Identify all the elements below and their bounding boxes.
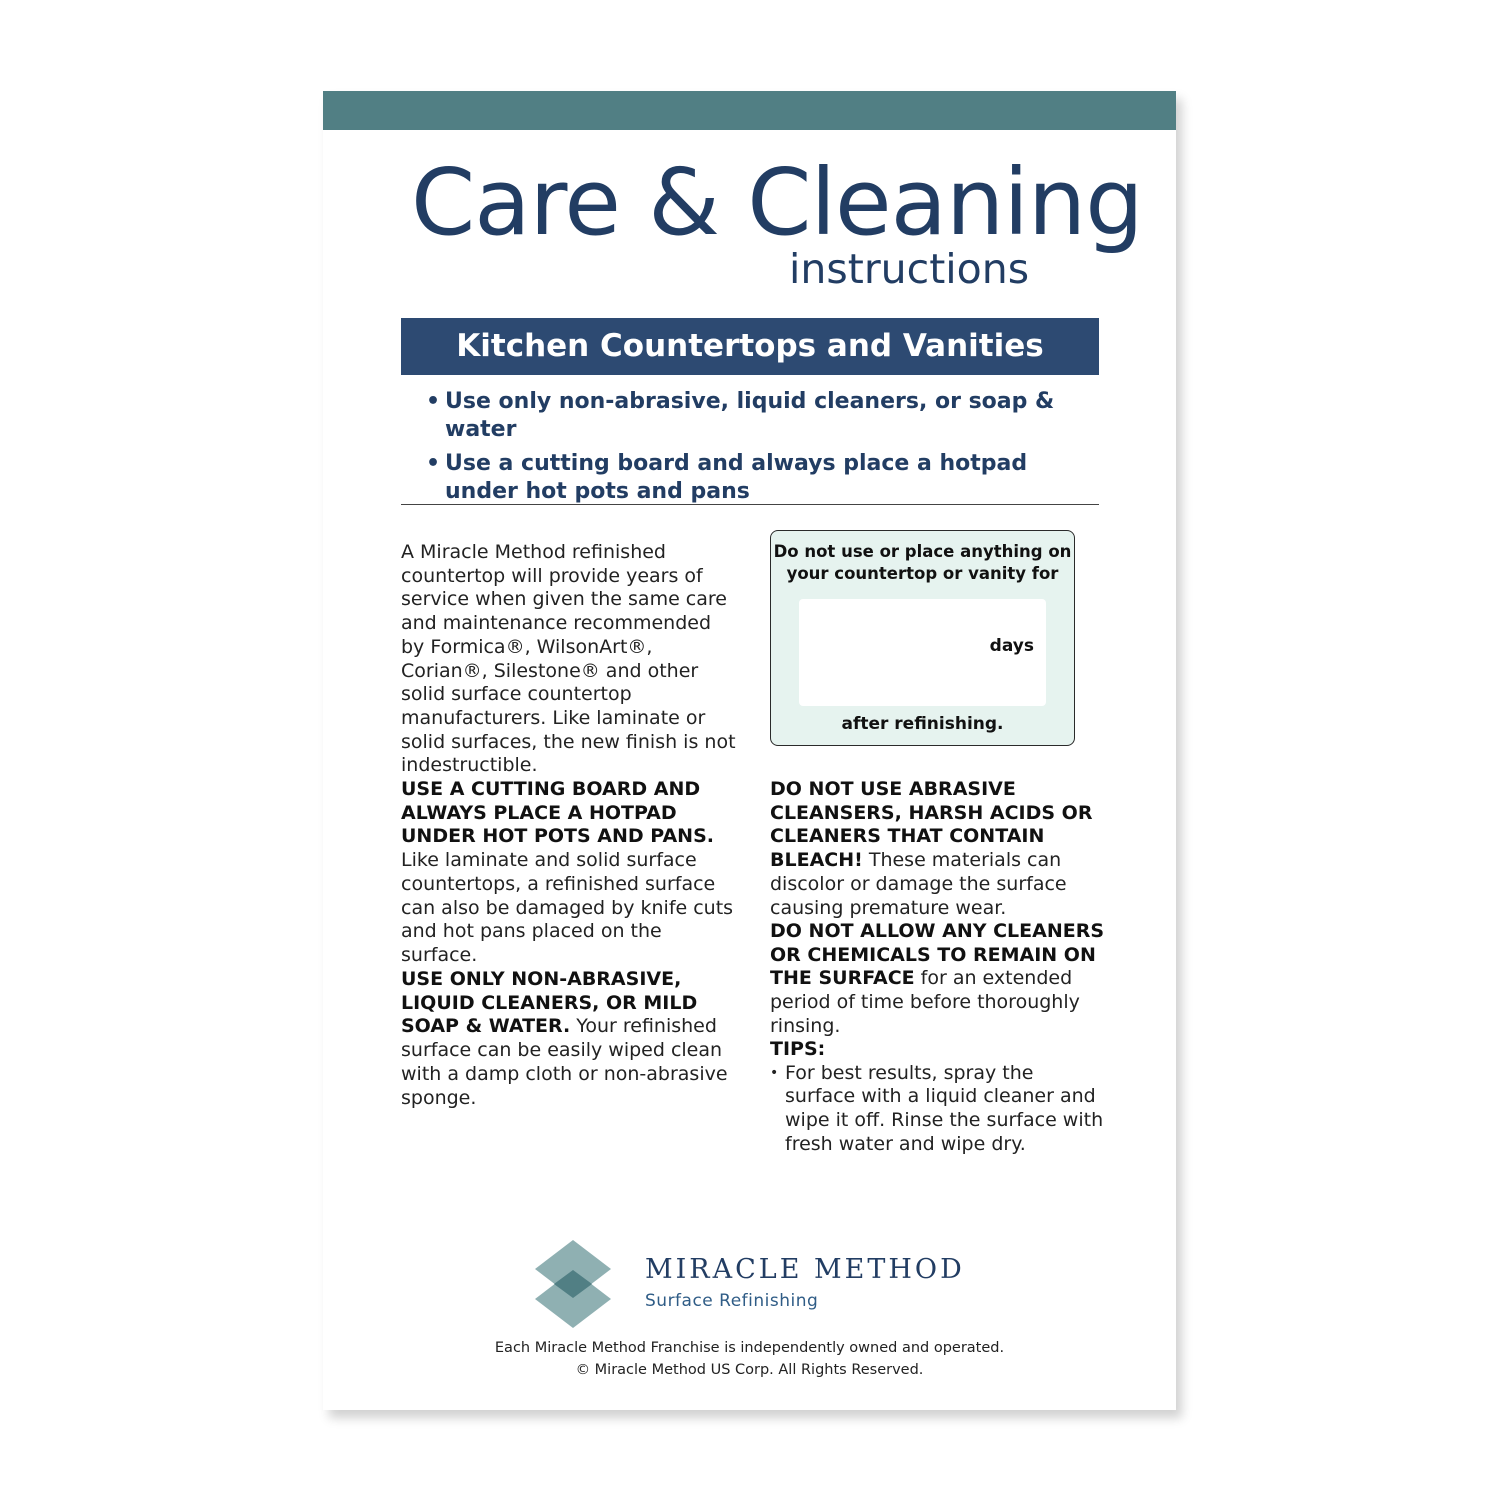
logo-name: MIRACLE METHOD — [645, 1254, 965, 1285]
section-divider — [401, 504, 1099, 505]
abrasive-paragraph — [770, 778, 1105, 920]
logo-tagline: Surface Refinishing — [645, 1291, 819, 1311]
key-points-list — [426, 388, 1106, 512]
days-label: days — [989, 636, 1034, 656]
cleaners-heading: USE ONLY NON-ABRASIVE, LIQUID CLEANERS, OR MILD SOAP & WATER. — [401, 968, 698, 1038]
section-banner: Kitchen Countertops and Vanities — [401, 318, 1099, 375]
notice-top-text: Do not use or place anything on your countertop or vanity for — [773, 542, 1072, 583]
top-accent-bar — [323, 91, 1176, 130]
diamond-logo-icon — [535, 1237, 635, 1332]
chemicals-paragraph — [770, 920, 1105, 1039]
days-field — [799, 599, 1046, 706]
cure-time-notice — [770, 530, 1075, 746]
tips-list — [770, 1062, 1105, 1157]
care-card — [323, 91, 1176, 1410]
key-point: • Use only non-abrasive, liquid cleaners, or soap & water — [426, 388, 1106, 444]
page-subtitle: instructions — [789, 245, 1030, 293]
key-point: • Use a cutting board and always place a hotpad under hot pots and pans — [426, 450, 1106, 506]
cutting-board-heading: USE A CUTTING BOARD AND ALWAYS PLACE A HOTPAD UNDER HOT POTS AND PANS. — [401, 778, 714, 848]
footer-franchise-note: Each Miracle Method Franchise is independently owned and operated. — [494, 1340, 1005, 1356]
tips-section — [770, 1038, 1105, 1157]
tips-heading: TIPS: — [770, 1038, 826, 1060]
chemicals-heading: DO NOT ALLOW ANY CLEANERS OR CHEMICALS TO REMAIN ON THE SURFACE — [770, 920, 1105, 990]
chemicals-body: for an extended period of time before thoroughly rinsing. — [770, 967, 1080, 1037]
miracle-method-logo — [535, 1237, 975, 1332]
cutting-board-paragraph — [401, 778, 736, 968]
cutting-board-body: Like laminate and solid surface countertops, a refinished surface can also be damaged by knife cuts and hot pans placed on the surface. — [401, 849, 734, 966]
intro-paragraph: A Miracle Method refinished countertop will provide years of service when given the same care and maintenance recommended by Formica®, WilsonArt®, Corian®, Silestone® and other solid surface countertop manufacturers. Like laminate or solid surfaces, the new finish is not indestructible. — [401, 541, 736, 777]
cleaners-body: Your refinished surface can be easily wiped clean with a damp cloth or non-abrasive sponge. — [401, 1015, 728, 1109]
cleaners-paragraph — [401, 968, 736, 1110]
notice-bottom-text: after refinishing. — [841, 714, 1004, 734]
page-title: Care & Cleaning — [411, 149, 1143, 256]
tip-item: • For best results, spray the surface with a liquid cleaner and wipe it off. Rinse the surface with fresh water and wipe dry. — [770, 1062, 1105, 1157]
abrasive-heading: DO NOT USE ABRASIVE CLEANSERS, HARSH ACIDS OR CLEANERS THAT CONTAIN BLEACH! — [770, 778, 1093, 872]
abrasive-body: These materials can discolor or damage the surface causing premature wear. — [770, 849, 1067, 919]
footer-copyright: © Miracle Method US Corp. All Rights Reserved. — [575, 1362, 924, 1378]
